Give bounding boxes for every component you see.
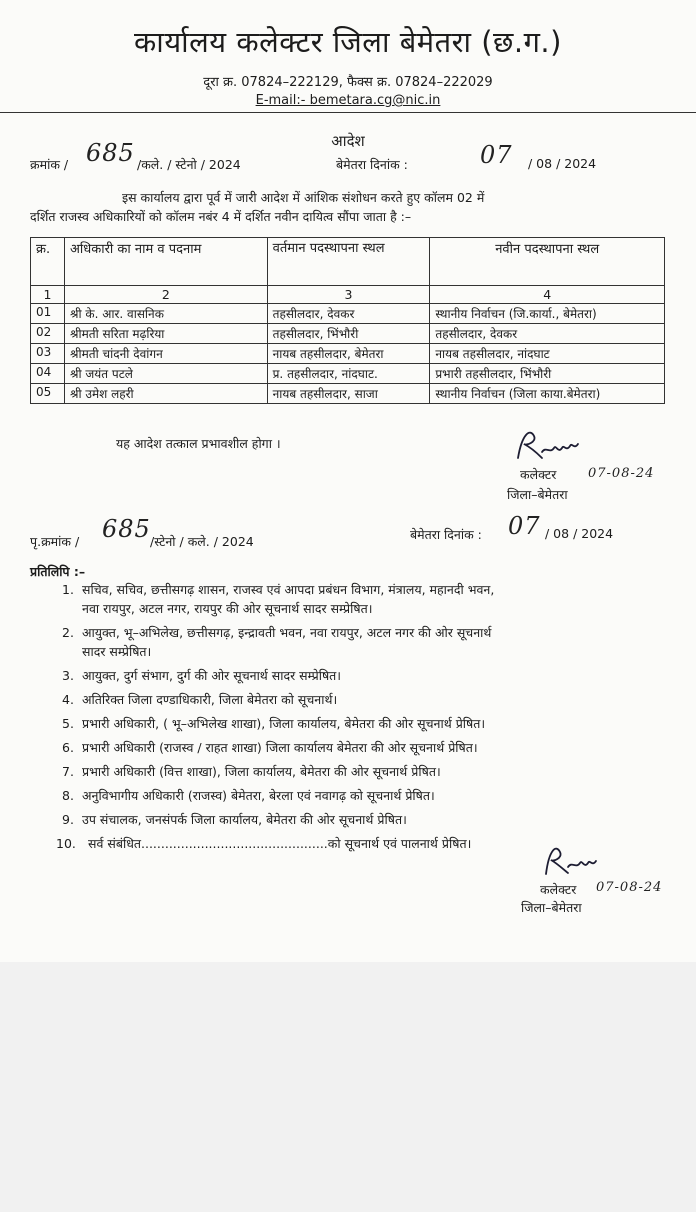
row-current-posting: तहसीलदार, देवकर (267, 304, 430, 324)
phone-fax-line: दूरा क्र. 07824–222129, फैक्स क्र. 07824–222029 (203, 75, 493, 90)
list-item-text: प्रभारी अधिकारी (राजस्व / राहत शाखा) जिला कार्यालय बेमेतरा की ओर सूचनार्थ प्रेषित। (82, 740, 478, 755)
signature-1-designation: कलेक्टर (520, 467, 557, 482)
header-divider (0, 112, 696, 113)
header-new-posting: नवीन पदस्थापना स्थल (430, 238, 665, 286)
list-item-text: सर्व संबंधित...............................................को सूचनार्थ एवं पालनार्थ प्रेषित। (88, 836, 472, 851)
posting-table (30, 237, 665, 404)
list-item (62, 623, 662, 661)
row-serial: 03 (31, 344, 65, 364)
signature-2-date: 07-08-24 (596, 880, 663, 895)
copy-date-rest: / 08 / 2024 (545, 526, 614, 541)
row-serial: 01 (31, 304, 65, 324)
row-officer: श्री जयंत पटले (64, 364, 267, 384)
signature-2-image (540, 840, 610, 878)
list-item-number: 6. (62, 740, 74, 755)
list-item-number: 10. (56, 836, 76, 851)
row-current-posting: नायब तहसीलदार, बेमेतरा (267, 344, 430, 364)
row-new-posting: स्थानीय निर्वाचन (जिला काया.बेमेतरा) (430, 384, 665, 404)
list-item (62, 714, 662, 733)
list-item (62, 666, 662, 685)
list-item-number: 4. (62, 692, 74, 707)
list-item-text-continued: नवा रायपुर, अटल नगर, रायपुर की ओर सूचनार्थ सादर सम्प्रेषित। (82, 601, 373, 616)
effective-text: यह आदेश तत्काल प्रभावशील होगा । (116, 436, 281, 451)
list-item-text: अतिरिक्त जिला दण्डाधिकारी, जिला बेमेतरा को सूचनार्थ। (82, 692, 338, 707)
list-item (62, 690, 662, 709)
order-date-rest: / 08 / 2024 (528, 156, 597, 171)
order-ref-number: 685 (86, 139, 135, 167)
copy-label: प्रतिलिपि :– (30, 564, 86, 579)
intro-line-1: इस कार्यालय द्वारा पूर्व में जारी आदेश में आंशिक संशोधन करते हुए कॉलम 02 में (122, 190, 485, 205)
row-serial: 05 (31, 384, 65, 404)
signature-1-image (512, 424, 592, 464)
copy-date-day: 07 (508, 512, 541, 540)
list-item-number: 3. (62, 668, 74, 683)
header-serial: क्र. (31, 238, 65, 286)
list-item-text: आयुक्त, भू–अभिलेख, छत्तीसगढ़, इन्द्रावती भवन, नवा रायपुर, अटल नगर की ओर सूचनार्थ (82, 625, 492, 640)
row-officer: श्री उमेश लहरी (64, 384, 267, 404)
list-item-text: प्रभारी अधिकारी, ( भू–अभिलेख शाखा), जिला कार्यालय, बेमेतरा की ओर सूचनार्थ प्रेषित। (82, 716, 486, 731)
list-item-text: अनुविभागीय अधिकारी (राजस्व) बेमेतरा, बेरला एवं नवागढ़ को सूचनार्थ प्रेषित। (82, 788, 435, 803)
list-item-text: सचिव, सचिव, छत्तीसगढ़ शासन, राजस्व एवं आपदा प्रबंधन विभाग, मंत्रालय, महानदी भवन, (82, 582, 495, 597)
list-item (62, 738, 662, 757)
copy-date-label: बेमेतरा दिनांक : (410, 527, 482, 542)
row-current-posting: प्र. तहसीलदार, नांदघाट. (267, 364, 430, 384)
column-number: 2 (64, 286, 267, 304)
office-title: कार्यालय कलेक्टर जिला बेमेतरा (छ.ग.) (134, 25, 562, 59)
table-row (31, 324, 665, 344)
table-row (31, 304, 665, 324)
copy-list (56, 580, 662, 858)
copy-ref-prefix: पृ.क्रमांक / (30, 534, 80, 549)
column-number-row (31, 286, 665, 304)
list-item-number: 8. (62, 788, 74, 803)
order-heading: आदेश (331, 132, 365, 150)
list-item (62, 810, 662, 829)
list-item-number: 7. (62, 764, 74, 779)
row-officer: श्री के. आर. वासनिक (64, 304, 267, 324)
row-current-posting: तहसीलदार, भिंभौरी (267, 324, 430, 344)
row-new-posting: प्रभारी तहसीलदार, भिंभौरी (430, 364, 665, 384)
list-item-text: उप संचालक, जनसंपर्क जिला कार्यालय, बेमेतरा की ओर सूचनार्थ प्रेषित। (82, 812, 407, 827)
row-serial: 02 (31, 324, 65, 344)
column-number: 4 (430, 286, 665, 304)
list-item-number: 2. (62, 625, 74, 640)
signature-1-date: 07-08-24 (588, 466, 655, 481)
list-item (62, 580, 662, 618)
table-row (31, 364, 665, 384)
row-new-posting: स्थानीय निर्वाचन (जि.कार्या., बेमेतरा) (430, 304, 665, 324)
signature-1-district: जिला–बेमेतरा (507, 487, 568, 502)
row-officer: श्रीमती सरिता मढ़रिया (64, 324, 267, 344)
order-ref-suffix: /कले. / स्टेनो / 2024 (137, 157, 241, 172)
signature-2-designation: कलेक्टर (540, 882, 577, 897)
order-date-day: 07 (480, 141, 513, 169)
list-item-text-continued: सादर सम्प्रेषित। (82, 644, 152, 659)
table-row (31, 384, 665, 404)
list-item (62, 786, 662, 805)
copy-ref-number: 685 (102, 515, 151, 543)
list-item-text: आयुक्त, दुर्ग संभाग, दुर्ग की ओर सूचनार्थ सादर सम्प्रेषित। (82, 668, 342, 683)
row-officer: श्रीमती चांदनी देवांगन (64, 344, 267, 364)
column-number: 1 (31, 286, 65, 304)
row-new-posting: तहसीलदार, देवकर (430, 324, 665, 344)
header-current-posting: वर्तमान पदस्थापना स्थल (267, 238, 430, 286)
row-serial: 04 (31, 364, 65, 384)
copy-ref-suffix: /स्टेनो / कले. / 2024 (150, 534, 254, 549)
header-officer-name: अधिकारी का नाम व पदनाम (64, 238, 267, 286)
column-number: 3 (267, 286, 430, 304)
order-date-label: बेमेतरा दिनांक : (336, 157, 408, 172)
email-line: E-mail:- bemetara.cg@nic.in (255, 93, 441, 108)
list-item-number: 9. (62, 812, 74, 827)
order-ref-prefix: क्रमांक / (30, 157, 69, 172)
row-new-posting: नायब तहसीलदार, नांदघाट (430, 344, 665, 364)
list-item-text: प्रभारी अधिकारी (वित्त शाखा), जिला कार्यालय, बेमेतरा की ओर सूचनार्थ प्रेषित। (82, 764, 441, 779)
intro-line-2: दर्शित राजस्व अधिकारियों को कॉलम नबंर 4 में दर्शित नवीन दायित्व सौंपा जाता है :– (30, 209, 412, 224)
list-item (62, 762, 662, 781)
list-item-number: 1. (62, 582, 74, 597)
table-header-row (31, 238, 665, 286)
table-row (31, 344, 665, 364)
list-item-number: 5. (62, 716, 74, 731)
signature-2-district: जिला–बेमेतरा (521, 900, 582, 915)
row-current-posting: नायब तहसीलदार, साजा (267, 384, 430, 404)
